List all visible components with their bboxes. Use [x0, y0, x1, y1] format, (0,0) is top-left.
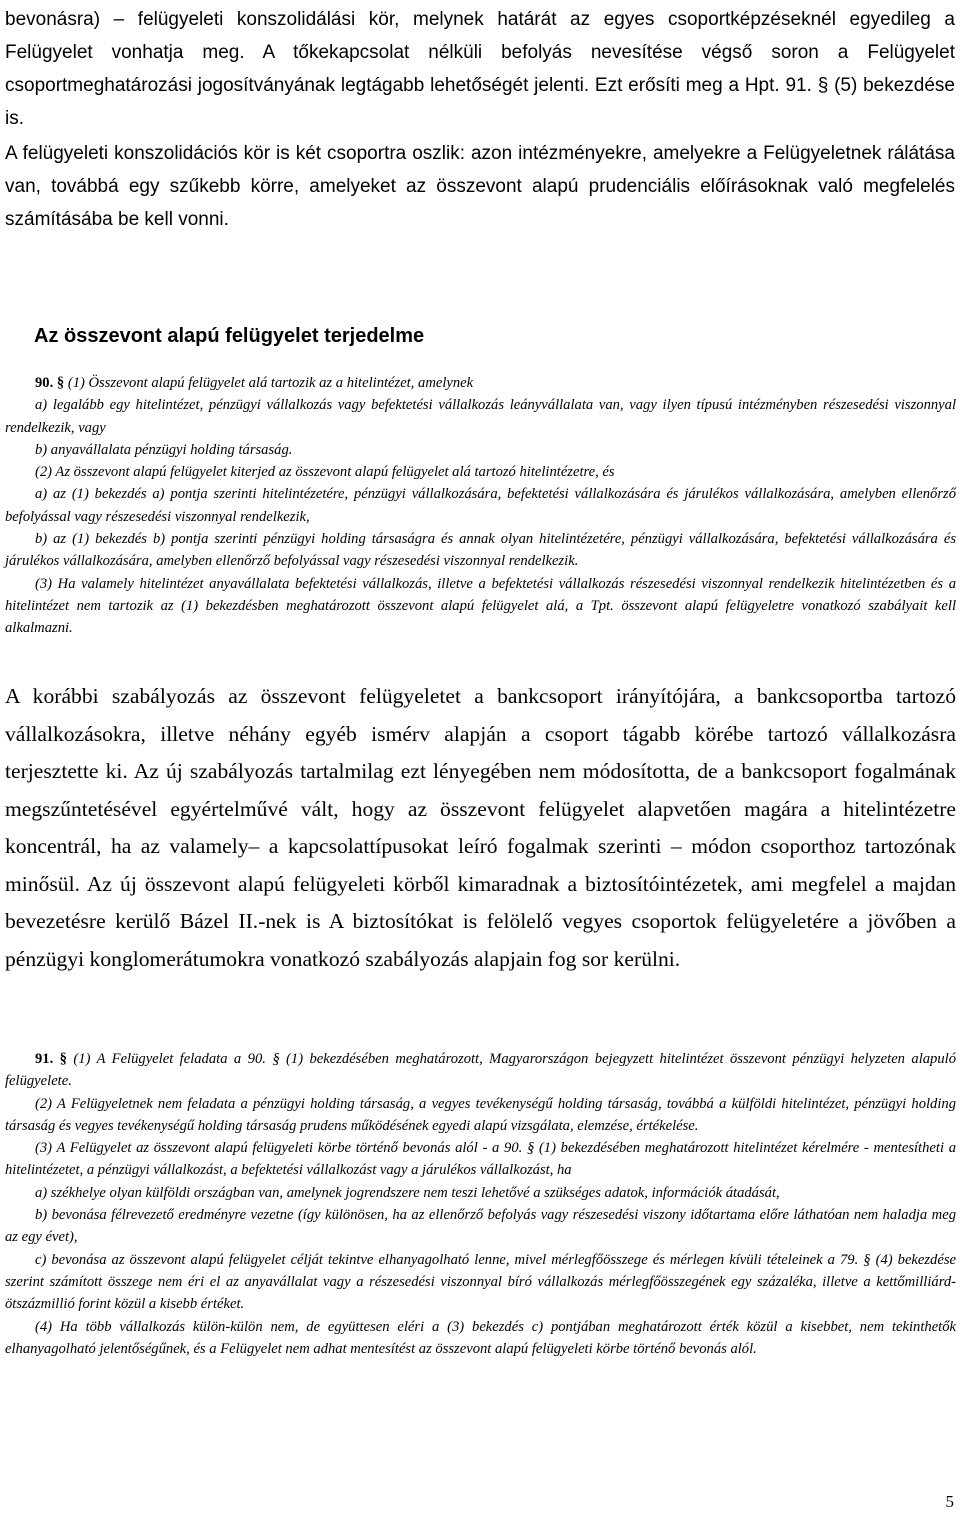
- law-91-paragraph-2: (2) A Felügyeletnek nem feladata a pénzügyi holding társaság, a vegyes tevékenységű holding társaság, továbbá a külföldi hitelintézet, pénzügyi holding társaság és vegyes tevékenységű holding társaság prudens működésének egyedi alapú vizsgálata, elemzése, értékelése.: [5, 1095, 956, 1134]
- law-90-paragraph-4: (2) Az összevont alapú felügyelet kiterjed az összevont alapú felügyelet alá tartozó hitelintézetre, és: [35, 464, 615, 481]
- law-91-lead: 91. §: [35, 1051, 67, 1067]
- law-91-paragraph-5: b) bevonása félrevezető eredményre vezetne (így különösen, ha az ellenőrző befolyás vagy részesedési viszony időtartama előre láthatóan nem haladja meg az egy évet),: [5, 1207, 956, 1246]
- law-91-block: [5, 1048, 956, 1360]
- law-90-block: [5, 372, 956, 640]
- law-91-paragraph-1-text: (1) A Felügyelet feladata a 90. § (1) bekezdésében meghatározott, Magyarországon bejegyzett hitelintézet összevont pénzügyi helyzeten alapuló felügyelete.: [5, 1051, 956, 1090]
- law-91-paragraph-1: [5, 1048, 956, 1093]
- main-paragraph: A korábbi szabályozás az összevont felügyeletet a bankcsoport irányítójára, a bankcsoportba tartozó vállalkozásokra, illetve néhány egyéb ismérv alapján a csoport tágabb körébe tartozó vállalkozásra terjesztette ki. Az új szabályozás tartalmilag ezt lényegében nem módosította, de a bankcsoport fogalmának megszűntetésével egyértelművé vált, hogy az összevont felügyelet alapvetően magára a hitelintézetre koncentrál, ha az valamely– a kapcsolattípusokat leíró fogalmak szerinti – módon csoporthoz tartozónak minősül. Az új összevont alapú felügyeleti körből kimaradnak a biztosítóintézetek, ami megfelel a majdan bevezetésre kerülő Bázel II.-nek is A biztosítókat is felölelő vegyes csoportok felügyeletére a jövőben a pénzügyi konglomerátumokra vonatkozó szabályozás alapjain fog sor kerülni.: [5, 684, 956, 971]
- law-90-paragraph-1-text: (1) Összevont alapú felügyelet alá tartozik az a hitelintézet, amelynek: [67, 375, 474, 391]
- law-90-paragraph-2: a) legalább egy hitelintézet, pénzügyi vállalkozás vagy befektetési vállalkozás leányvállalata van, vagy ilyen típusú intézményben részesedési viszonnyal rendelkezik, vagy: [5, 397, 956, 436]
- law-90-lead: 90. §: [35, 375, 65, 391]
- law-90-paragraph-6: b) az (1) bekezdés b) pontja szerinti pénzügyi holding társaságra és annak olyan hitelintézetére, pénzügyi vállalkozására, befektetési vállalkozására és járulékos vállalkozására, amelyben ellenőrző befolyással vagy részesedési viszonnyal rendelkezik.: [5, 531, 956, 570]
- law-91-paragraph-7: (4) Ha több vállalkozás külön-külön nem, de együttesen eléri a (3) bekezdés c) pontjában meghatározott érték közül a kisebbet, nem tekinthetők elhanyagolható jelentőségűnek, és a Felügyelet nem adhat mentesítést az összevont alapú felügyeleti körbe történő bevonás alól.: [5, 1318, 956, 1357]
- law-90-paragraph-5: a) az (1) bekezdés a) pontja szerinti hitelintézetére, pénzügyi vállalkozására, befektetési vállalkozására és járulékos vállalkozására, amelyben ellenőrző befolyással vagy részesedési viszonnyal rendelkezik,: [5, 486, 956, 525]
- law-91-paragraph-6: c) bevonása az összevont alapú felügyelet célját tekintve elhanyagolható lenne, mivel mérlegfőösszege és mérlegen kívüli tételeinek a 79. § (4) bekezdése szerint számított összege nem éri el az anyavállalat vagy a részesedési viszonnyal bíró vállalkozás mérlegfőösszegének egy százaléka, illetve a kettőmilliárd-ötszázmillió forint közül a kisebb értéket.: [5, 1251, 956, 1313]
- intro-block: [5, 3, 955, 236]
- law-90-paragraph-1: [5, 372, 956, 394]
- intro-paragraph-1: bevonásra) – felügyeleti konszolidálási kör, melynek határát az egyes csoportképzéseknél egyedileg a Felügyelet vonhatja meg. A tőkekapcsolat nélküli befolyás nevesítése végső soron a Felügyelet csoportmeghatározási jogosítványának legtágabb lehetőségét jelenti. Ezt erősíti meg a Hpt. 91. § (5) bekezdése is.: [5, 9, 955, 129]
- section-heading: Az összevont alapú felügyelet terjedelme: [34, 325, 425, 347]
- law-91-paragraph-4: a) székhelye olyan külföldi országban van, amelynek jogrendszere nem teszi lehetővé a szükséges adatok, információk átadását,: [35, 1184, 780, 1201]
- page-number: 5: [945, 1492, 954, 1511]
- law-91-paragraph-3: (3) A Felügyelet az összevont alapú felügyeleti körbe történő bevonás alól - a 90. § (1) bekezdésében meghatározott hitelintézet kérelmére - mentesítheti a hitelintézetet, a pénzügyi vállalkozást, a befektetési vállalkozást vagy a járulékos vállalkozást, ha: [5, 1140, 956, 1179]
- intro-paragraph-2: A felügyeleti konszolidációs kör is két csoportra oszlik: azon intézményekre, amelyekre a Felügyeletnek rálátása van, továbbá egy szűkebb körre, amelyeket az összevont alapú prudenciális előírásoknak való megfelelés számításába be kell vonni.: [5, 143, 955, 230]
- law-90-paragraph-7: (3) Ha valamely hitelintézet anyavállalata befektetési vállalkozás, illetve a befektetési vállalkozás részesedési viszonnyal rendelkezik hitelintézetben és a hitelintézet nem tartozik az (1) bekezdésben meghatározott összevont alapú felügyelet alá, a Tpt. összevont alapú felügyeletre vonatkozó szabályait kell alkalmazni.: [5, 575, 956, 637]
- law-90-paragraph-3: b) anyavállalata pénzügyi holding társaság.: [35, 441, 293, 458]
